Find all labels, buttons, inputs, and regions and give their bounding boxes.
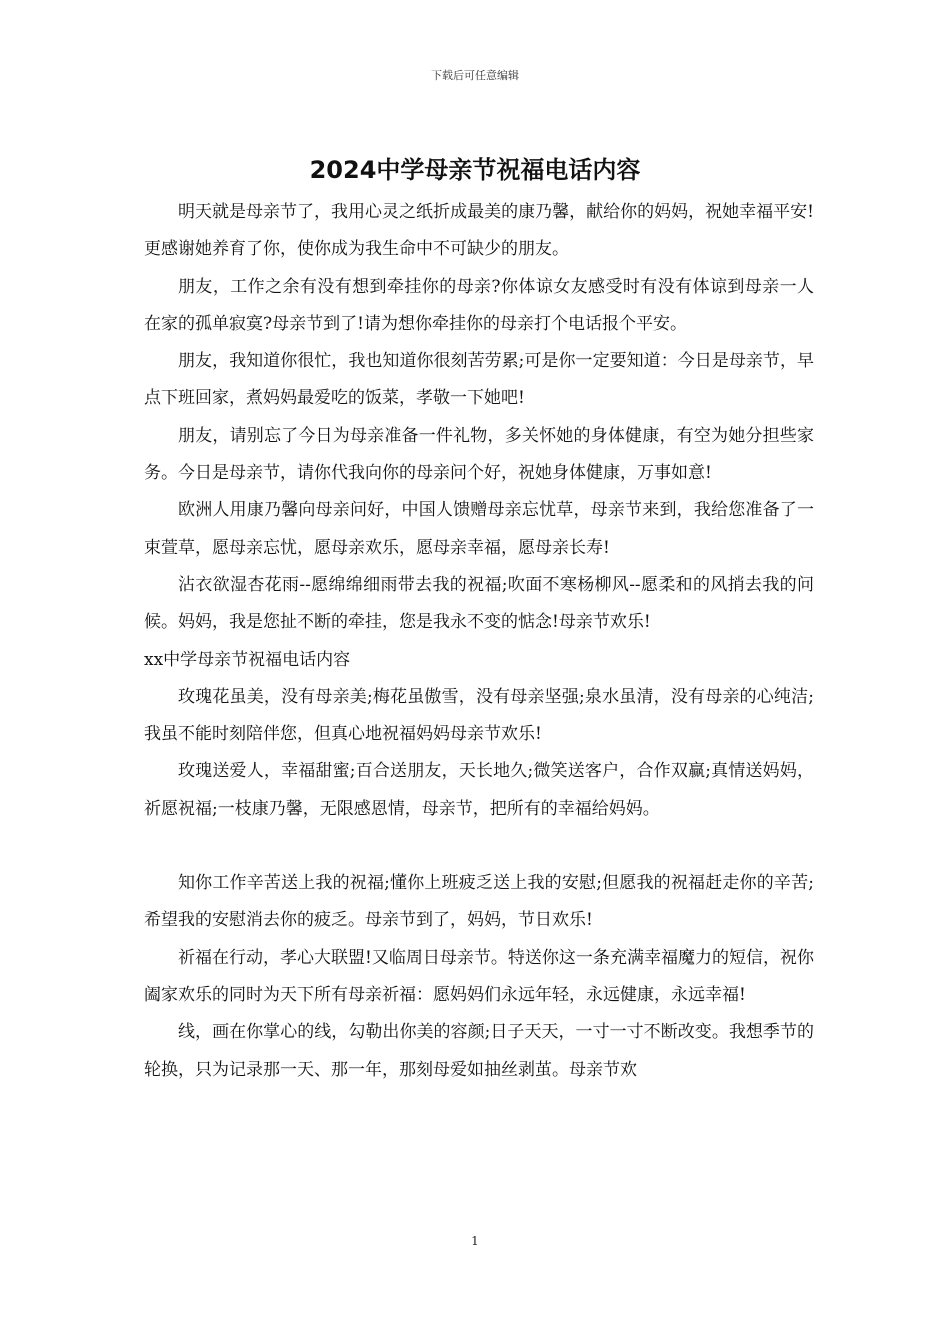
document-title: 2024中学母亲节祝福电话内容 (309, 156, 641, 184)
paragraph: 朋友，我知道你很忙，我也知道你很刻苦劳累;可是你一定要知道：今日是母亲节，早点下班回家，煮妈妈最爱吃的饭菜，孝敬一下她吧! (144, 351, 814, 409)
paragraph: 欧洲人用康乃馨向母亲问好，中国人馈赠母亲忘忧草，母亲节来到，我给您准备了一束萱草，愿母亲忘忧，愿母亲欢乐，愿母亲幸福，愿母亲长寿! (144, 500, 814, 558)
paragraph: 沾衣欲湿杏花雨--愿绵绵细雨带去我的祝福;吹面不寒杨柳风--愿柔和的风捎去我的问候。妈妈，我是您扯不断的牵挂，您是我永不变的惦念!母亲节欢乐! (144, 574, 814, 633)
paragraph: 玫瑰花虽美，没有母亲美;梅花虽傲雪，没有母亲坚强;泉水虽清，没有母亲的心纯洁;我虽不能时刻陪伴您，但真心地祝福妈妈母亲节欢乐! (144, 686, 814, 745)
section-subheading: xx中学母亲节祝福电话内容 (144, 649, 351, 670)
document-body (144, 194, 814, 1089)
paragraph: 明天就是母亲节了，我用心灵之纸折成最美的康乃馨，献给你的妈妈，祝她幸福平安!更感谢她养育了你，使你成为我生命中不可缺少的朋友。 (144, 202, 814, 260)
blank-line (144, 828, 814, 865)
paragraph: 知你工作辛苦送上我的祝福;懂你上班疲乏送上我的安慰;但愿我的祝福赶走你的辛苦;希望我的安慰消去你的疲乏。母亲节到了，妈妈，节日欢乐! (144, 873, 814, 931)
page-number: 1 (471, 1234, 479, 1248)
paragraph: 祈福在行动，孝心大联盟!又临周日母亲节。特送你这一条充满幸福魔力的短信，祝你阖家欢乐的同时为天下所有母亲祈福：愿妈妈们永远年轻，永远健康，永远幸福! (144, 947, 814, 1005)
page-header: 下载后可任意编辑 (431, 69, 519, 82)
paragraph: 玫瑰送爱人，幸福甜蜜;百合送朋友，天长地久;微笑送客户，合作双赢;真情送妈妈，祈愿祝福;一枝康乃馨，无限感恩情，母亲节，把所有的幸福给妈妈。 (144, 761, 814, 819)
paragraph: 线，画在你掌心的线，勾勒出你美的容颜;日子天天，一寸一寸不断改变。我想季节的轮换，只为记录那一天、那一年，那刻母爱如抽丝剥茧。母亲节欢 (144, 1022, 814, 1080)
paragraph: 朋友，请别忘了今日为母亲准备一件礼物，多关怀她的身体健康，有空为她分担些家务。今日是母亲节，请你代我向你的母亲问个好，祝她身体健康，万事如意! (144, 425, 814, 484)
paragraph: 朋友，工作之余有没有想到牵挂你的母亲?你体谅女友感受时有没有体谅到母亲一人在家的孤单寂寞?母亲节到了!请为想你牵挂你的母亲打个电话报个平安。 (144, 276, 814, 334)
